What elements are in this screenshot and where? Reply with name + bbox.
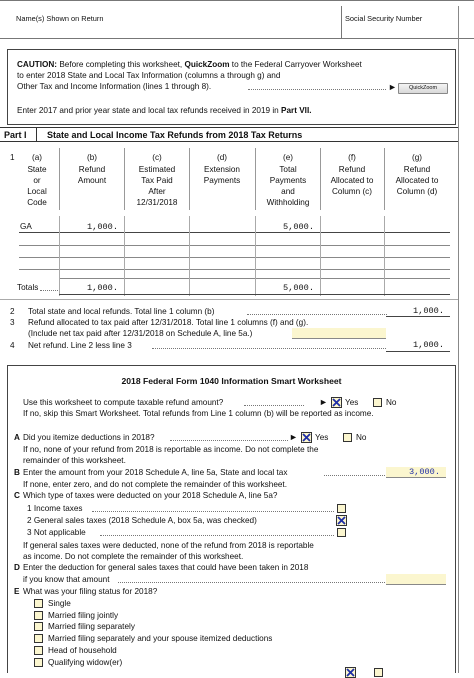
line3-text: Refund allocated to tax paid after 12/31/2018. Total line 1 columns (f) and (g). [28, 318, 309, 327]
smart-d-input[interactable] [386, 574, 446, 585]
data-col-divider [384, 216, 385, 296]
caution-line1 [17, 60, 362, 70]
smart-a-note1: If no, none of your refund from 2018 is reportable as income. Do not complete the [23, 445, 319, 454]
line4-text: Net refund. Line 2 less line 3 [28, 341, 132, 350]
line2-leader-dots [247, 314, 387, 315]
smart-c-option2-checkbox[interactable] [336, 515, 347, 526]
smart-q0-leader-dots [244, 405, 304, 406]
smart-e-mfj-checkbox[interactable] [34, 611, 43, 620]
col-c-l4: 12/31/2018 [136, 198, 178, 207]
col-divider [59, 148, 60, 210]
line4-number: 4 [10, 341, 15, 350]
col-b-l2: Amount [77, 176, 107, 185]
col-g-header [385, 153, 449, 197]
col-b-l1: Refund [78, 165, 106, 174]
caution-leader-dots [248, 89, 386, 90]
smart-e-mfs-itemized-checkbox[interactable] [34, 634, 43, 643]
caution-line2: to enter 2018 State and Local Tax Information (columns a through g) and [17, 71, 281, 80]
col-a-header [20, 153, 54, 208]
smart-e-single-checkbox[interactable] [34, 599, 43, 608]
smart-e-letter: E [14, 587, 20, 596]
col-divider [124, 148, 125, 210]
totals-total-payments: 5,000. [283, 283, 314, 293]
caution-line4-part: Part VII. [281, 106, 312, 115]
names-label: Name(s) Shown on Return [16, 14, 104, 23]
smart-b-value[interactable]: 3,000. [409, 467, 440, 477]
smart-e-hoh-checkbox[interactable] [34, 646, 43, 655]
col-g-l1: Refund [403, 165, 431, 174]
smart-c-option3-leader-dots [100, 535, 334, 536]
smart-b-question: Enter the amount from your 2018 Schedule A, line 5a, State and local tax [23, 468, 288, 477]
line4-leader-dots [152, 348, 386, 349]
header-divider [341, 6, 342, 38]
col-a-letter: (a) [31, 153, 42, 162]
smart-c-option1: 1 Income taxes [27, 504, 83, 513]
smart-c-option2: 2 General sales taxes (2018 Schedule A, box 5a, was checked) [27, 516, 257, 525]
row2-rule [19, 245, 450, 246]
col-c-letter: (c) [152, 153, 162, 162]
smart-e-mfs-label: Married filing separately [48, 622, 135, 631]
col-d-l2: Payments [203, 176, 241, 185]
col-e-header [256, 153, 320, 208]
col-d-letter: (d) [216, 153, 227, 162]
header-bottom-rule [0, 38, 474, 39]
col-f-header [321, 153, 383, 197]
smart-d-leader-dots [118, 582, 385, 583]
part1-label-divider [36, 128, 37, 141]
smart-a-arrow-icon: ► [289, 432, 298, 442]
part1-title: State and Local Income Tax Refunds from 2018 Tax Returns [47, 130, 303, 140]
data-col-divider [189, 216, 190, 296]
col-a-l1: State [27, 165, 47, 174]
col-g-l3: Column (d) [396, 187, 438, 196]
col-divider [384, 148, 385, 210]
caution-text: Before completing this worksheet, [59, 60, 183, 69]
smart-e-qw-checkbox[interactable] [34, 658, 43, 667]
col-f-letter: (f) [348, 153, 356, 162]
line1-number: 1 [10, 153, 15, 162]
section-rule [0, 299, 458, 300]
smart-a-yes-label: Yes [315, 433, 329, 442]
part1-bottom-rule [0, 141, 458, 142]
line2-number: 2 [10, 307, 15, 316]
smart-b-leader-dots [324, 475, 385, 476]
col-g-letter: (g) [411, 153, 422, 162]
col-c-l2: Tax Paid [141, 176, 173, 185]
data-col-divider [320, 216, 321, 296]
smart-d-question2: if you know that amount [23, 575, 110, 584]
smart-a-no-label: No [356, 433, 367, 442]
smart-e-hoh-label: Head of household [48, 646, 117, 655]
col-d-header [190, 153, 254, 186]
smart-a-letter: A [14, 433, 20, 442]
smart-c-note1: If general sales taxes were deducted, none of the refund from 2018 is reportable [23, 541, 314, 550]
col-a-l2: or [33, 176, 41, 185]
smart-a-question: Did you itemize deductions in 2018? [23, 433, 155, 442]
smart-q0-no-label: No [386, 398, 397, 407]
line3-number: 3 [10, 318, 15, 327]
data-col-divider [124, 216, 125, 296]
caution-line4-text: Enter 2017 and prior year state and local tax refunds received in 2019 in [17, 106, 279, 115]
smart-c-question: Which type of taxes were deducted on your 2018 Schedule A, line 5a? [23, 491, 278, 500]
totals-label: Totals [17, 283, 39, 292]
smart-e-qw-label: Qualifying widow(er) [48, 658, 123, 667]
caution-line3: Other Tax and Income Information (lines 1 through 8). [17, 82, 212, 91]
line2-text: Total state and local refunds. Total line 1 column (b) [28, 307, 215, 316]
col-d-l1: Extension [204, 165, 240, 174]
smart-e-question: What was your filing status for 2018? [23, 587, 158, 596]
col-f-l1: Refund [338, 165, 366, 174]
smart-q0-note: If no, skip this Smart Worksheet. Total refunds from Line 1 column (b) will be reported as income. [23, 409, 374, 418]
smart-e-mfs-checkbox[interactable] [34, 622, 43, 631]
smart-d-question1: Enter the deduction for general sales taxes that could have been taken in 2018 [23, 563, 309, 572]
line4-field-rule [386, 351, 450, 352]
caution-line4 [17, 106, 312, 116]
col-e-l3: and [281, 187, 295, 196]
arrow-icon: ► [388, 82, 397, 92]
smart-c-option1-leader-dots [92, 511, 334, 512]
smart-d-letter: D [14, 563, 20, 572]
right-border [458, 6, 459, 673]
smart-q0: Use this worksheet to compute taxable refund amount? [23, 398, 224, 407]
part1-label: Part I [4, 130, 27, 140]
totals-bottom-rule [59, 294, 450, 295]
smart-c-option3-checkbox[interactable] [337, 528, 346, 537]
smart-a-no-checkbox[interactable] [343, 433, 352, 442]
ssn-label: Social Security Number [345, 14, 423, 23]
smart-a-leader-dots [170, 440, 288, 441]
smart-a-note2: remainder of this worksheet. [23, 456, 126, 465]
caution-tail: to the Federal Carryover Worksheet [231, 60, 362, 69]
smart-c-letter: C [14, 491, 20, 500]
line3-input[interactable] [292, 328, 386, 339]
col-divider [189, 148, 190, 210]
smart-c-note2: as income. Do not complete the remainder of this worksheet. [23, 552, 244, 561]
smart-worksheet-title: 2018 Federal Form 1040 Information Smart Worksheet [121, 376, 342, 386]
col-a-l4: Code [27, 198, 47, 207]
col-e-l1: Total [279, 165, 297, 174]
smart-q0-arrow-icon: ► [319, 397, 328, 407]
smart-q0-yes-checkbox[interactable] [331, 397, 342, 408]
line2-value: 1,000. [413, 306, 444, 316]
smart-e-mfj-label: Married filing jointly [48, 611, 119, 620]
smart-b-letter: B [14, 468, 20, 477]
totals-refund-amount: 1,000. [87, 283, 118, 293]
quickzoom-button[interactable]: QuickZoom [398, 83, 448, 94]
row3-rule [19, 257, 450, 258]
col-a-l3: Local [27, 187, 47, 196]
col-e-l2: Payments [269, 176, 307, 185]
col-c-header [125, 153, 189, 208]
col-c-l3: After [148, 187, 166, 196]
col-f-l2: Allocated to [330, 176, 374, 185]
col-g-l2: Allocated to [395, 176, 439, 185]
smart-a-yes-checkbox[interactable] [301, 432, 312, 443]
col-b-header [62, 153, 122, 186]
smart-e-mfs-itemized-label: Married filing separately and your spouse itemized deductions [48, 634, 273, 643]
part1-top-rule [0, 127, 458, 128]
col-divider [320, 148, 321, 210]
smart-e-single-label: Single [48, 599, 71, 608]
col-e-letter: (e) [282, 153, 293, 162]
row1-refund-amount[interactable]: 1,000. [87, 222, 118, 232]
totals-leader-dots [40, 290, 58, 291]
smart-c-option3: 3 Not applicable [27, 528, 86, 537]
smart-b-note: If none, enter zero, and do not complete the remainder of this worksheet. [23, 480, 287, 489]
col-b-letter: (b) [86, 153, 97, 162]
smart-q0-yes-label: Yes [345, 398, 359, 407]
caution-prefix: CAUTION: [17, 60, 58, 69]
line4-value: 1,000. [413, 340, 444, 350]
row1-rule [19, 232, 450, 233]
caution-quickzoom-word: QuickZoom [184, 60, 230, 69]
line3-text2: (Include net tax paid after 12/31/2018 on Schedule A, line 5a.) [28, 329, 253, 338]
smart-c-option1-checkbox[interactable] [337, 504, 346, 513]
col-divider [255, 148, 256, 210]
row1-total-payments[interactable]: 5,000. [283, 222, 314, 232]
row4-rule [19, 269, 450, 270]
col-c-l1: Estimated [138, 165, 176, 174]
col-e-l4: Withholding [266, 198, 310, 207]
smart-q0-no-checkbox[interactable] [373, 398, 382, 407]
line2-field-rule [386, 316, 450, 317]
row1-state-code[interactable]: GA [20, 222, 32, 231]
col-f-l3: Column (c) [331, 187, 373, 196]
